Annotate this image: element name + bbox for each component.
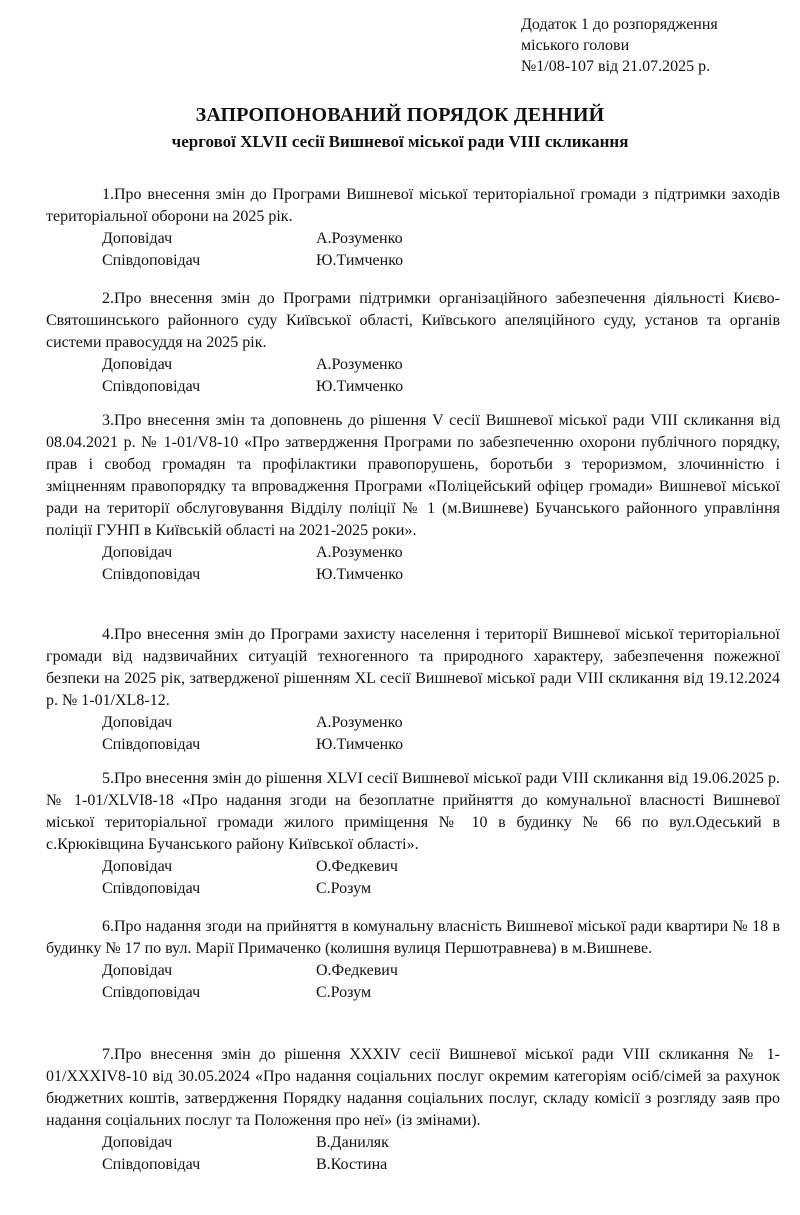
speaker-name: О.Федкевич [316,858,398,875]
cospeaker-name: С.Розум [316,880,372,897]
cospeaker-name: Ю.Тимченко [316,378,404,395]
speaker-label: Доповідач [102,544,173,561]
appendix-note [521,14,791,77]
cospeaker-name: С.Розум [316,984,372,1001]
agenda-item-3 [46,410,780,586]
speaker-row [46,354,780,376]
agenda-item-text: 7.Про внесення змін до рішення XXXIV сесії Вишневої міської ради VIII скликання № 1-01/XXXIV8-10 від 30.05.2024 «Про надання соціальних послуг окремим категоріям осіб/сімей за рахунок бюджетних коштів, затвердження Порядку надання соціальних послуг, складу комісії з розгляду заяв про надання соціальних послуг та Положення про неї» (із змінами). [46,1046,781,1129]
cospeaker-row [46,878,780,900]
agenda-item-5 [46,768,780,900]
agenda-item-text: 2.Про внесення змін до Програми підтримки організаційного забезпечення діяльності Києво-Святошинського районного суду Київської області, Київського апеляційного суду, установ та органів системи правосуддя на 2025 рік. [46,290,780,351]
agenda-item-6 [46,916,780,1004]
agenda-item-1 [46,184,780,272]
agenda-item-4 [46,624,780,756]
speaker-row [46,712,780,734]
cospeaker-row [46,564,780,586]
cospeaker-label: Співдоповідач [102,880,201,897]
cospeaker-name: Ю.Тимченко [316,252,404,269]
speaker-name: В.Даниляк [316,1134,389,1151]
cospeaker-row [46,1154,780,1176]
agenda-item-7 [46,1044,780,1176]
speaker-row [46,856,780,878]
speaker-label: Доповідач [102,1134,173,1151]
speaker-row [46,960,780,982]
agenda-item-2 [46,288,780,398]
appendix-line: міського голови [521,37,630,54]
agenda-item-text: 6.Про надання згоди на прийняття в комунальну власність Вишневої міської ради квартири № 18 в будинку № 17 по вул. Марії Примаченко (колишня вулиця Першотравнева) в м.Вишневе. [46,918,780,957]
cospeaker-label: Співдоповідач [102,736,201,753]
cospeaker-row [46,982,780,1004]
appendix-line: Додаток 1 до розпорядження [521,16,718,33]
speaker-name: О.Федкевич [316,962,398,979]
speaker-label: Доповідач [102,858,173,875]
speaker-label: Доповідач [102,714,173,731]
document-title [0,102,800,154]
speaker-label: Доповідач [102,356,173,373]
cospeaker-name: Ю.Тимченко [316,566,404,583]
cospeaker-label: Співдоповідач [102,378,201,395]
cospeaker-label: Співдоповідач [102,566,201,583]
speaker-name: А.Розуменко [316,714,403,731]
title-main: ЗАПРОПОНОВАНИЙ ПОРЯДОК ДЕННИЙ [195,104,605,126]
speaker-row [46,1132,780,1154]
speaker-label: Доповідач [102,230,173,247]
agenda-item-text: 1.Про внесення змін до Програми Вишневої міської територіальної громади з підтримки заходів територіальної оборони на 2025 рік. [46,186,780,225]
agenda-item-text: 5.Про внесення змін до рішення XLVI сесії Вишневої міської ради VIII скликання від 19.06.2025 р. № 1-01/XLVI8-18 «Про надання згоди на безоплатне прийняття до комунальної власності Вишневої міської територіальної громади жилого приміщення № 10 в будинку № 66 по вул.Одеський в с.Крюківщина Бучанського району Київської області». [46,770,780,853]
cospeaker-row [46,376,780,398]
appendix-line: №1/08-107 від 21.07.2025 р. [521,58,711,75]
speaker-label: Доповідач [102,962,173,979]
cospeaker-row [46,734,780,756]
cospeaker-label: Співдоповідач [102,1156,201,1173]
speaker-row [46,542,780,564]
cospeaker-name: Ю.Тимченко [316,736,404,753]
agenda-item-text: 3.Про внесення змін та доповнень до рішення V сесії Вишневої міської ради VIII скликання від 08.04.2021 р. № 1-01/V8-10 «Про затвердження Програми по забезпеченню охорони публічного порядку, прав і свобод громадян та профілактики правопорушень, боротьби з тероризмом, злочинністю і зміцненням правопорядку та впровадження Програми «Поліцейський офіцер громади» Вишневої міської ради на території обслуговування Відділу поліції № 1 (м.Вишневе) Бучанського районного управління поліції ГУНП в Київській області на 2021-2025 роки». [46,412,780,539]
cospeaker-label: Співдоповідач [102,984,201,1001]
cospeaker-label: Співдоповідач [102,252,201,269]
speaker-name: А.Розуменко [316,356,403,373]
cospeaker-row [46,250,780,272]
agenda-item-text: 4.Про внесення змін до Програми захисту населення і території Вишневої міської територіальної громади від надзвичайних ситуацій техногенного та природного характеру, забезпечення пожежної безпеки на 2025 рік, затвердженої рішенням XL сесії Вишневої міської ради VIII скликання від 19.12.2024 р. № 1-01/XL8-12. [46,626,780,709]
speaker-name: А.Розуменко [316,544,403,561]
speaker-row [46,228,780,250]
cospeaker-name: В.Костина [316,1156,388,1173]
speaker-name: А.Розуменко [316,230,403,247]
title-subtitle: чергової XLVII сесії Вишневої міської ради VIII скликання [171,132,629,151]
